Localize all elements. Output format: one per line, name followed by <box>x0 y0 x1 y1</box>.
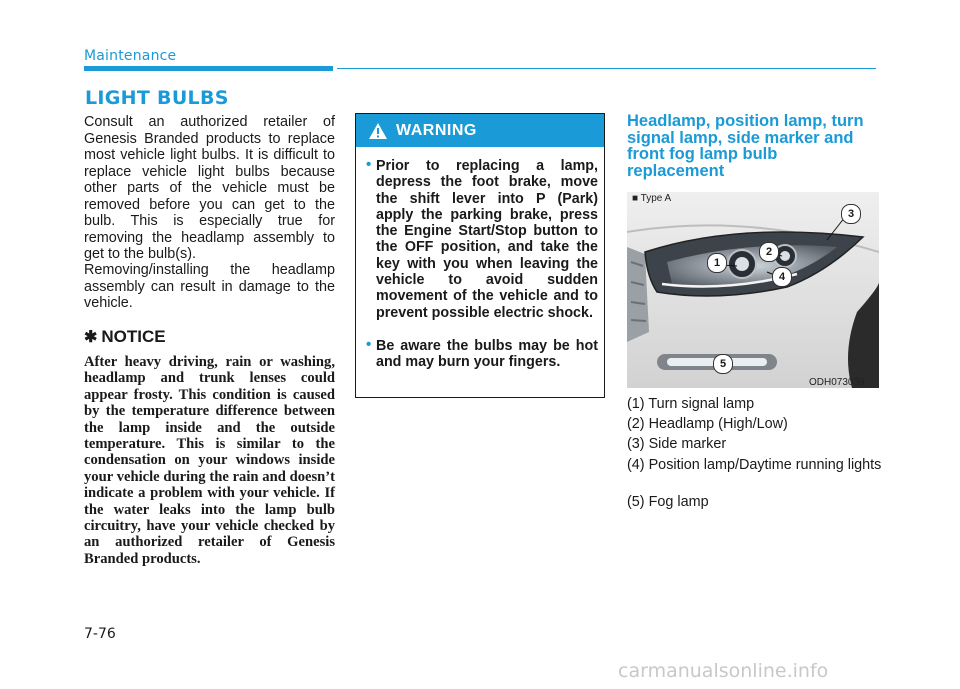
intro-paragraph: Consult an authorized retailer of Genesis Branded products to replace most vehicle light bulbs. It is difficult to replace vehicle light bulbs because other parts of the vehicle must be removed before you can get to the bulb. This is especially true for removing the headlamp assembly to get to the bulb(s). <box>84 114 335 262</box>
figure-caption: ■ Type A <box>632 193 672 204</box>
notice-title: NOTICE <box>101 327 166 346</box>
notice-icon: ✱ <box>84 329 98 346</box>
warning-item-text: Prior to replacing a lamp, depress the foot brake, move the shift lever into P (Park) apply the parking brake, press the Engine Start/Stop button to the OFF position, and take the key with you when leaving the vehicle to avoid sudden movement of the vehicle and to prevent possible electric shock. <box>376 158 598 321</box>
legend-item: (3) Side marker <box>627 436 727 452</box>
warning-header <box>356 114 604 147</box>
header-rule-thin <box>337 68 876 69</box>
bullet-icon: • <box>366 156 372 173</box>
callout-1: 1 <box>707 253 727 273</box>
legend-item: (1) Turn signal lamp <box>627 396 755 412</box>
callout-5: 5 <box>713 354 733 374</box>
callout-2: 2 <box>759 242 779 262</box>
notice-heading <box>84 327 166 347</box>
warning-item <box>366 338 598 371</box>
watermark: carmanualsonline.info <box>618 660 829 682</box>
warning-item <box>366 158 598 321</box>
damage-paragraph: Removing/installing the headlamp assembly can result in damage to the vehicle. <box>84 262 335 311</box>
warning-item-text: Be aware the bulbs may be hot and may burn your fingers. <box>376 338 598 371</box>
bullet-icon: • <box>366 336 372 353</box>
legend-item: (5) Fog lamp <box>627 494 709 510</box>
legend-item: (4) Position lamp/Daytime running lights <box>627 457 882 473</box>
headlamp-illustration <box>627 192 879 388</box>
figure-code: ODH073039 <box>809 377 865 388</box>
page-title: LIGHT BULBS <box>85 87 229 109</box>
notice-text: After heavy driving, rain or washing, headlamp and trunk lenses could appear frosty. This condition is caused by the temperature difference between the lamp inside and the outside temperature. This is similar to the condensation on your windows inside your vehicle during the rain and doesn’t indicate a problem with your vehicle. If the water leaks into the lamp bulb circuitry, have your vehicle checked by an authorized retailer of Genesis Branded products. <box>84 354 335 567</box>
warning-label: WARNING <box>396 121 477 139</box>
section-subtitle: Headlamp, position lamp, turn signal lamp, side marker and front fog lamp bulb replacement <box>627 112 864 180</box>
callout-4: 4 <box>772 267 792 287</box>
warning-box <box>355 113 605 398</box>
legend-item: (2) Headlamp (High/Low) <box>627 416 788 432</box>
callout-3: 3 <box>841 204 861 224</box>
headlamp-figure <box>627 192 879 388</box>
header-rule-thick <box>84 66 333 71</box>
section-label: Maintenance <box>84 48 177 64</box>
warning-triangle-icon <box>368 122 388 140</box>
page-number: 7-76 <box>84 626 116 642</box>
